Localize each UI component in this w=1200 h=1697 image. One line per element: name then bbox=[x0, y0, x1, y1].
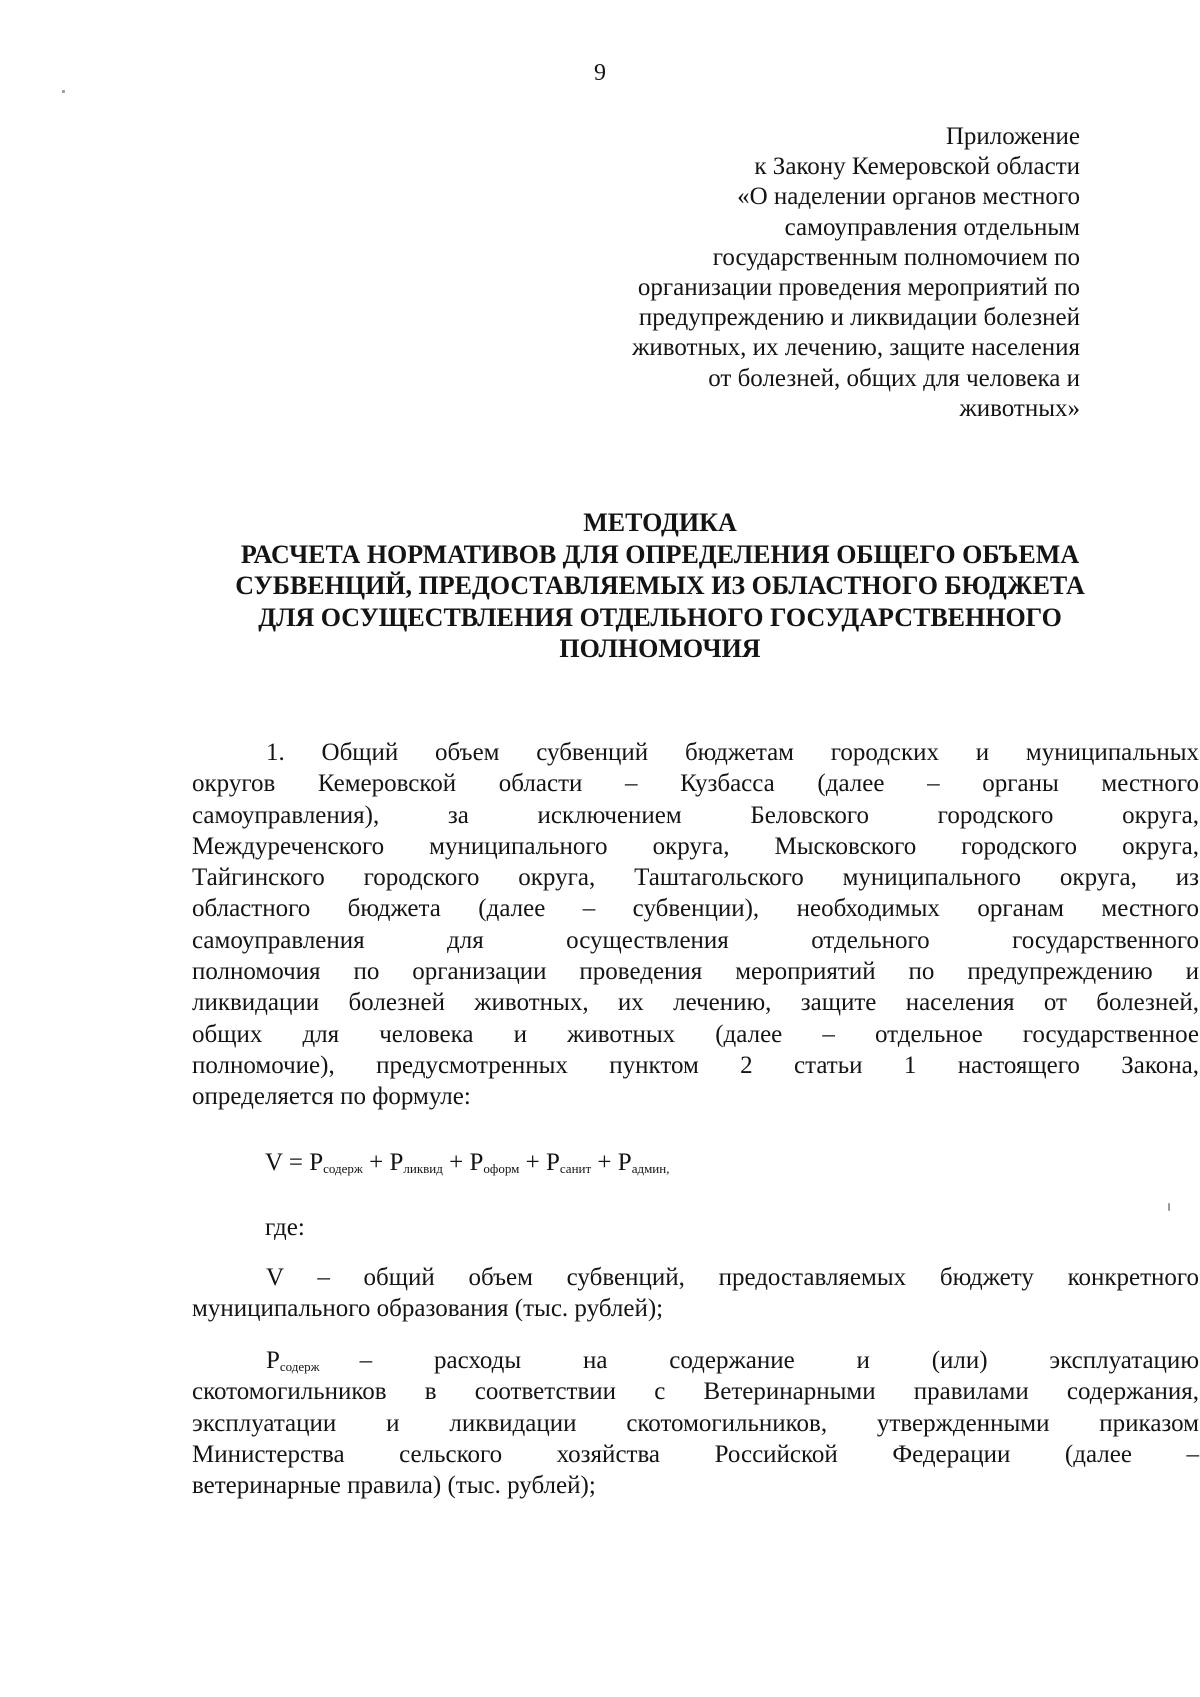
paragraph-line: скотомогильников в соответствии с Ветеринарными правилами содержания, bbox=[192, 1378, 1199, 1406]
title-line: ПОЛНОМОЧИЯ bbox=[559, 634, 761, 663]
paragraph-line: Министерства сельского хозяйства Российской Федерации (далее – bbox=[192, 1440, 1199, 1468]
appendix-line: «О наделении органов местного bbox=[737, 183, 1080, 211]
appendix-line: государственным полномочием по bbox=[712, 243, 1080, 271]
paragraph-line: Тайгинского городского округа, Таштагольского муниципального округа, из bbox=[192, 864, 1199, 892]
formula-lhs: V bbox=[265, 1149, 283, 1176]
paragraph-3 bbox=[192, 1345, 1199, 1501]
appendix-line: к Закону Кемеровской области bbox=[754, 153, 1080, 181]
paragraph-2 bbox=[192, 1262, 1199, 1325]
formula-term: $P_{ликвид}$ bbox=[389, 1149, 443, 1176]
appendix-line: организации проведения мероприятий по bbox=[637, 274, 1080, 302]
paragraph-line: полномочие), предусмотренных пунктом 2 статьи 1 настоящего Закона, bbox=[192, 1051, 1199, 1079]
title-line: МЕТОДИКА bbox=[583, 508, 737, 537]
paragraph-line: общих для человека и животных (далее – отдельное государственное bbox=[192, 1020, 1199, 1048]
paragraph-line: полномочия по организации проведения мероприятий по предупреждению и bbox=[192, 958, 1199, 986]
paragraph-line: определяется по формуле: bbox=[192, 1083, 471, 1111]
title-line: СУБВЕНЦИЙ, ПРЕДОСТАВЛЯЕМЫХ ИЗ ОБЛАСТНОГО БЮДЖЕТА bbox=[235, 571, 1085, 600]
symbol-p-soderzh: $P_{содерж}$ bbox=[266, 1347, 320, 1374]
paragraph-line: 1. Общий объем субвенций бюджетам городских и муниципальных bbox=[266, 739, 1199, 766]
paragraph-line: самоуправления для осуществления отдельного государственного bbox=[192, 926, 1199, 954]
paragraph-line: областного бюджета (далее – субвенции), необходимых органам местного bbox=[192, 895, 1199, 923]
paragraph-line: Междуреченского муниципального округа, Мысковского городского округа, bbox=[192, 832, 1199, 860]
title-line: ДЛЯ ОСУЩЕСТВЛЕНИЯ ОТДЕЛЬНОГО ГОСУДАРСТВЕННОГО bbox=[258, 602, 1062, 632]
appendix-line: Приложение bbox=[945, 123, 1080, 150]
formula-term: $P_{админ,}$ bbox=[617, 1149, 670, 1176]
paragraph-line: ветеринарные правила) (тыс. рублей); bbox=[192, 1472, 596, 1500]
appendix-line: самоуправления отдельным bbox=[784, 213, 1080, 241]
appendix-line: предупреждению и ликвидации болезней bbox=[638, 304, 1080, 332]
paragraph-line: эксплуатации и ликвидации скотомогильников, утвержденными приказом bbox=[192, 1409, 1199, 1437]
paragraph-line: округов Кемеровской области – Кузбасса (далее – органы местного bbox=[192, 770, 1199, 798]
formula-term: $P_{оформ}$ bbox=[469, 1149, 520, 1176]
formula-term: $P_{санит}$ bbox=[545, 1149, 592, 1176]
paragraph-line: ликвидации болезней животных, их лечению, защите населения от болезней, bbox=[192, 989, 1199, 1017]
paragraph-line: муниципального образования (тыс. рублей); bbox=[192, 1295, 664, 1323]
where-label: где: bbox=[265, 1214, 305, 1241]
appendix-line: от болезней, общих для человека и bbox=[708, 364, 1080, 392]
paragraph-line: V – общий объем субвенций, предоставляемых бюджету конкретного bbox=[266, 1264, 1199, 1291]
appendix-header bbox=[520, 122, 1080, 424]
paragraph-line: $P_{содерж}$ – расходы на содержание и (или) эксплуатацию bbox=[192, 1345, 1199, 1376]
document-title bbox=[120, 507, 1200, 665]
page-number: 9 bbox=[594, 60, 606, 86]
scan-speck bbox=[1168, 1203, 1170, 1211]
paragraph-line: самоуправления), за исключением Беловского городского округа, bbox=[192, 801, 1199, 829]
formula-term: $P_{содерж}$ bbox=[309, 1149, 363, 1176]
scan-speck bbox=[62, 90, 65, 93]
appendix-line: животных, их лечению, защите населения bbox=[632, 334, 1080, 362]
title-line: РАСЧЕТА НОРМАТИВОВ ДЛЯ ОПРЕДЕЛЕНИЯ ОБЩЕГО ОБЪЕМА bbox=[240, 539, 1080, 569]
formula: $V = P_{содерж} + P_{ликвид} + P_{оформ} + P_{санит} + P_{админ,}$ bbox=[265, 1149, 670, 1176]
appendix-line: животных» bbox=[959, 394, 1080, 422]
paragraph-1 bbox=[192, 737, 1199, 1113]
